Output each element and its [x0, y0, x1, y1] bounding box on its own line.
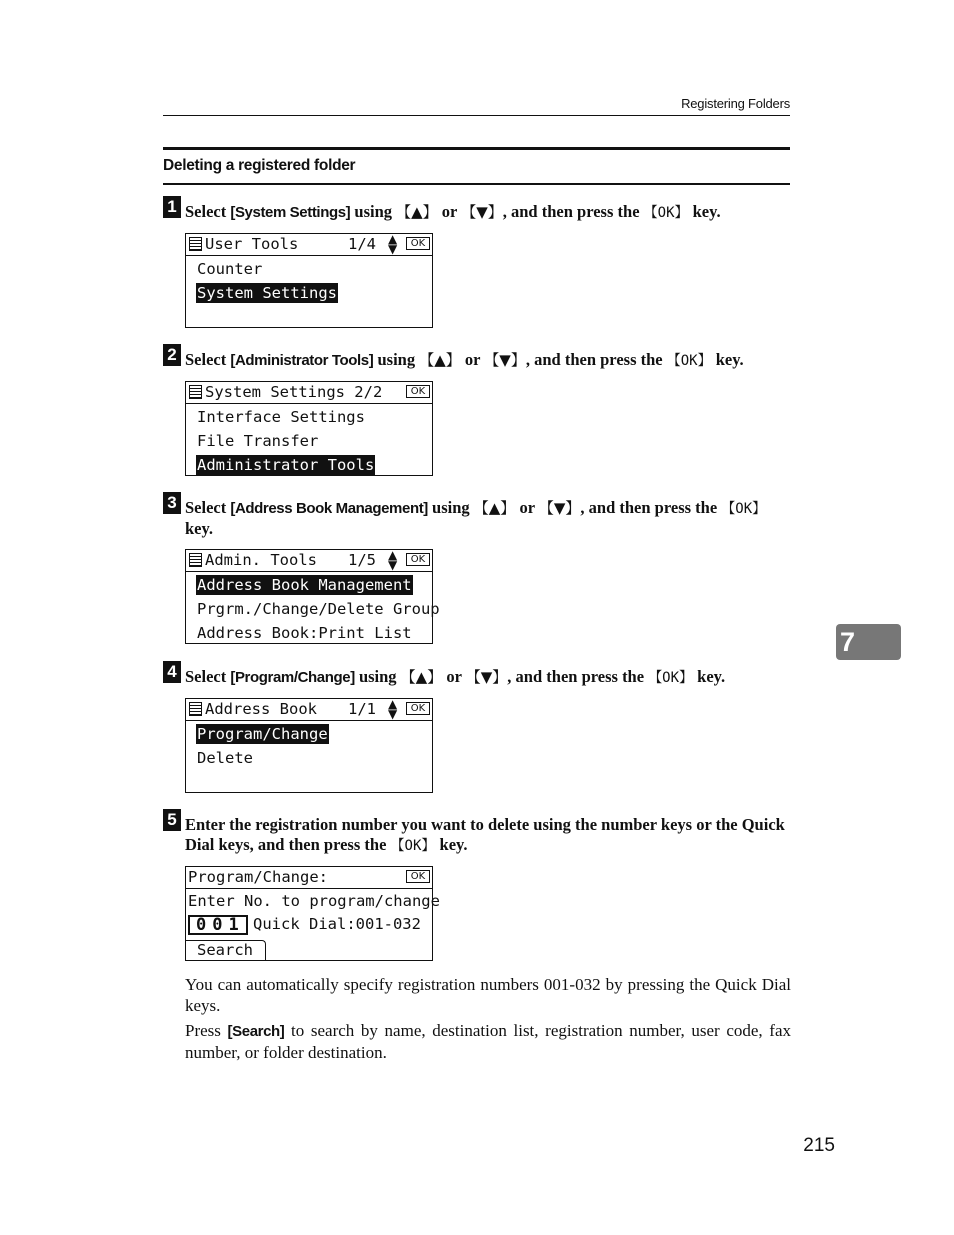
or-word: or: [464, 350, 481, 369]
select-word: Select: [185, 498, 227, 517]
step-instruction: [185, 815, 791, 856]
up-key: 【▲】: [396, 203, 438, 221]
menu-item[interactable]: Address Book:Print List: [197, 624, 412, 642]
document-icon: [189, 702, 202, 716]
document-icon: [189, 237, 202, 251]
menu-item[interactable]: Counter: [197, 260, 263, 278]
or-word: or: [446, 667, 462, 686]
ok-key: 【OK】: [721, 501, 767, 517]
search-ui-name: [Search]: [227, 1023, 285, 1040]
step-instruction: [185, 667, 791, 688]
ok-button[interactable]: OK: [406, 237, 430, 250]
ok-button[interactable]: OK: [406, 553, 430, 566]
step-number: 4: [163, 661, 181, 683]
running-header: Registering Folders: [681, 96, 790, 111]
section-top-rule: [163, 147, 790, 150]
using-word: using: [354, 202, 392, 221]
section-title: Deleting a registered folder: [163, 157, 356, 174]
press-word: Press: [185, 1021, 221, 1040]
document-icon: [189, 385, 202, 399]
step-number: 1: [163, 196, 181, 218]
menu-item[interactable]: Prgrm./Change/Delete Group: [197, 600, 440, 618]
lcd-title-bar: [186, 699, 432, 721]
or-word: or: [441, 202, 458, 221]
then-press-text: , and then press the: [507, 667, 645, 686]
menu-item-selected[interactable]: System Settings: [197, 284, 337, 302]
ok-key: 【OK】: [643, 205, 689, 221]
ok-key: 【OK】: [648, 670, 694, 686]
lcd-title-bar: [186, 867, 432, 889]
ui-item-name: [Administrator Tools]: [230, 352, 374, 369]
menu-item[interactable]: Interface Settings: [197, 408, 365, 426]
registration-number-field[interactable]: 001: [188, 915, 248, 935]
header-rule: [163, 115, 790, 116]
menu-item[interactable]: Delete: [197, 749, 253, 767]
ui-item-name: [Program/Change]: [230, 669, 355, 686]
using-word: using: [358, 667, 397, 686]
using-word: using: [377, 350, 416, 369]
scroll-arrows-icon: ▲ ▼: [388, 548, 398, 572]
document-icon: [189, 553, 202, 567]
lcd-title-bar: [186, 550, 432, 572]
step-instruction: [185, 202, 791, 223]
lcd-screen: [185, 548, 440, 644]
ok-button[interactable]: OK: [406, 702, 430, 715]
lcd-title-bar: [186, 382, 432, 404]
then-press-text: , and then press the: [525, 350, 663, 369]
note-paragraph: You can automatically specify registration numbers 001-032 by pressing the Quick Dial keys.: [185, 975, 791, 1015]
section-bottom-rule: [163, 183, 790, 185]
quick-dial-range: Quick Dial:001-032: [253, 915, 421, 933]
lcd-title: Program/Change:: [188, 868, 328, 886]
search-button[interactable]: Search: [186, 940, 266, 960]
lcd-screen: [185, 698, 433, 793]
up-key: 【▲】: [400, 668, 443, 686]
key-word: key.: [185, 519, 213, 538]
lcd-page-indicator: 1/4: [348, 235, 376, 253]
lcd-title: Address Book: [205, 700, 317, 718]
lcd-title: System Settings 2/2: [205, 383, 383, 401]
key-word: key.: [697, 667, 726, 686]
lcd-title: User Tools: [205, 235, 299, 253]
up-key: 【▲】: [473, 499, 516, 517]
ok-button[interactable]: OK: [406, 385, 430, 398]
step-number: 3: [163, 492, 181, 514]
key-word: key.: [692, 202, 721, 221]
step-text: Enter the registration number you want to delete using the number keys or the Quick Dial keys, and then press the: [185, 815, 785, 854]
step-number: 2: [163, 344, 181, 366]
ui-item-name: [System Settings]: [230, 204, 351, 221]
menu-item-selected[interactable]: Administrator Tools: [197, 456, 375, 474]
lcd-screen: [185, 381, 433, 476]
menu-item[interactable]: File Transfer: [197, 432, 319, 450]
note-paragraph: [185, 1020, 791, 1063]
then-press-text: , and then press the: [580, 498, 718, 517]
step-instruction: [185, 350, 791, 371]
up-key: 【▲】: [419, 351, 461, 369]
menu-item-selected[interactable]: Program/Change: [197, 725, 328, 743]
lcd-screen: [185, 866, 440, 961]
page-number: 215: [803, 1135, 835, 1156]
down-key: 【▼】: [484, 351, 526, 369]
lcd-screen: [185, 233, 433, 328]
scroll-arrows-icon: ▲ ▼: [388, 232, 398, 256]
key-word: key.: [439, 835, 468, 854]
down-key: 【▼】: [538, 499, 581, 517]
chapter-tab: 7: [836, 624, 901, 660]
using-word: using: [432, 498, 470, 517]
select-word: Select: [185, 667, 227, 686]
lcd-prompt: Enter No. to program/change: [188, 892, 440, 910]
step-number: 5: [163, 809, 181, 831]
step-instruction: [185, 498, 791, 539]
lcd-page-indicator: 1/5: [348, 551, 376, 569]
select-word: Select: [185, 202, 227, 221]
ok-key: 【OK】: [666, 353, 712, 369]
down-key: 【▼】: [461, 203, 503, 221]
scroll-arrows-icon: ▲ ▼: [388, 697, 398, 721]
ok-key: 【OK】: [390, 838, 436, 854]
select-word: Select: [185, 350, 227, 369]
menu-item-selected[interactable]: Address Book Management: [197, 576, 412, 594]
down-key: 【▼】: [465, 668, 508, 686]
note-text: to search by name, destination list, registration number, user code, fax number, or folder destination.: [185, 1021, 792, 1062]
ui-item-name: [Address Book Management]: [230, 500, 428, 517]
lcd-title-bar: [186, 234, 432, 256]
lcd-page-indicator: 1/1: [348, 700, 376, 718]
key-word: key.: [715, 350, 744, 369]
ok-button[interactable]: OK: [406, 870, 430, 883]
lcd-title: Admin. Tools: [205, 551, 317, 569]
then-press-text: , and then press the: [502, 202, 640, 221]
or-word: or: [519, 498, 535, 517]
